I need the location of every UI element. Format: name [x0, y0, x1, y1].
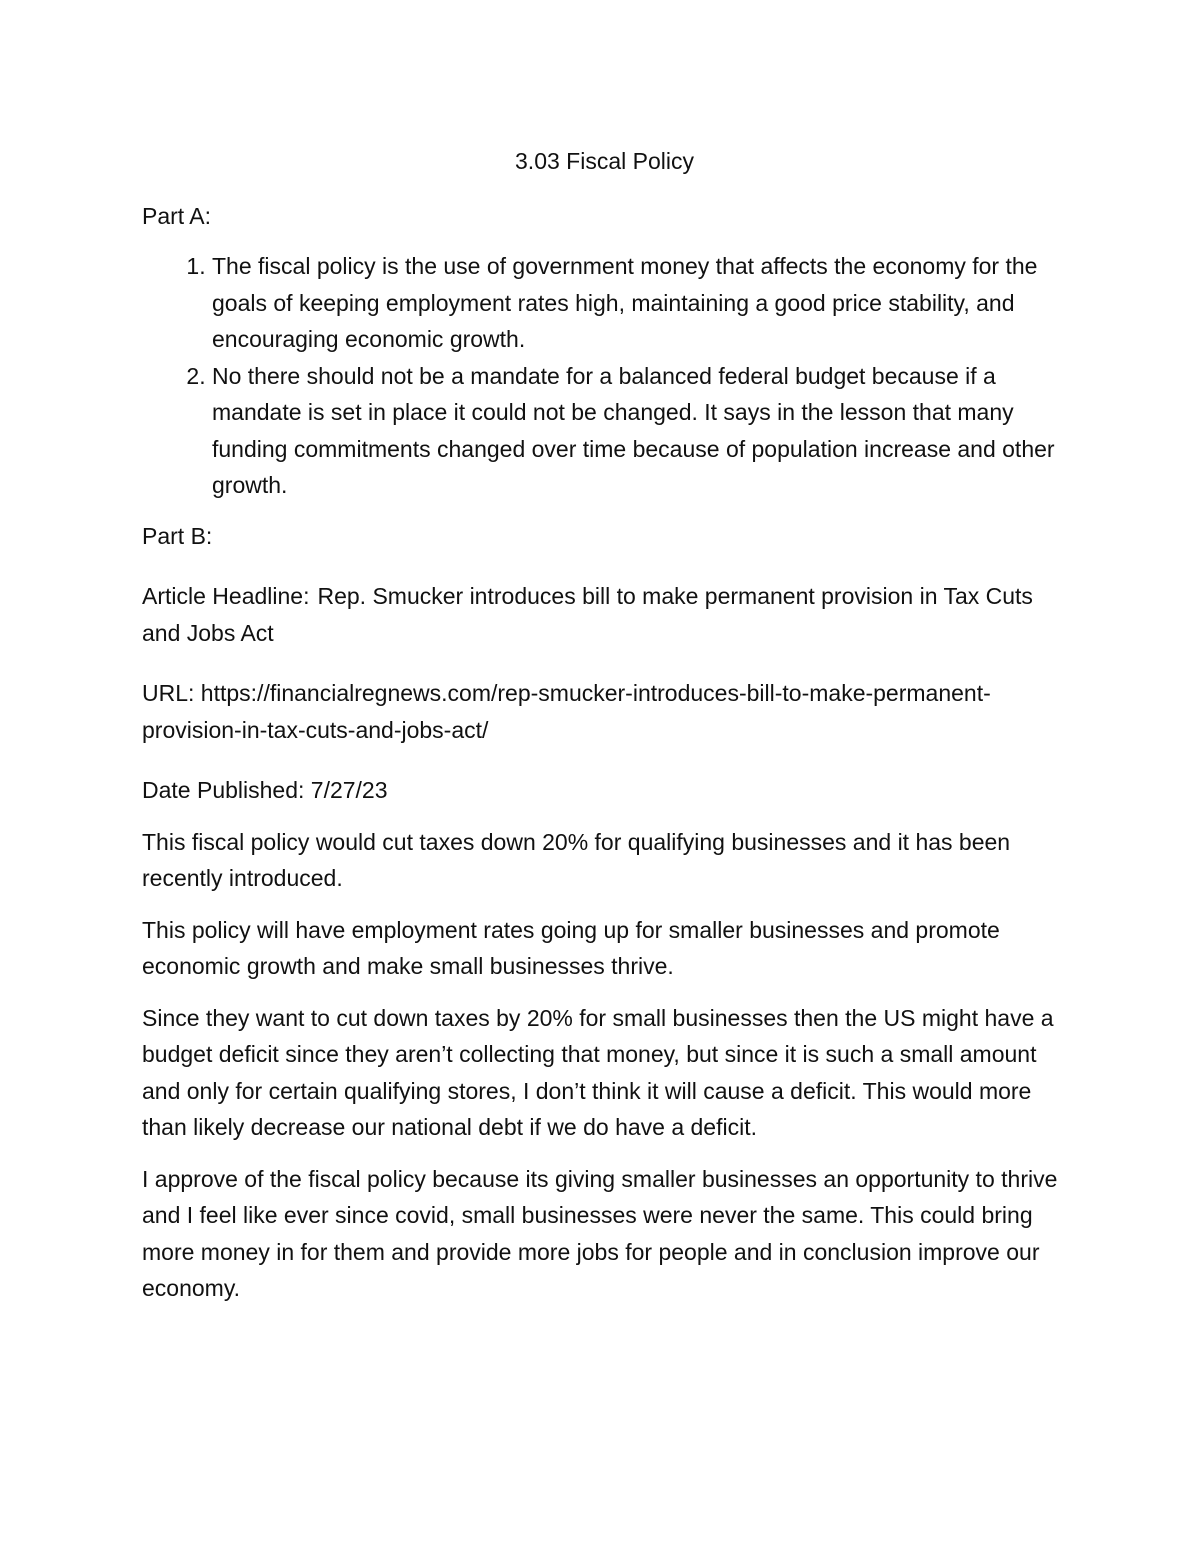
answer-item: 1. The fiscal policy is the use of government money that affects the economy for the goals of keeping employment rates high, maintaining a good price stability, and encouraging economic growth. [212, 248, 1067, 358]
document-body [142, 143, 1067, 1322]
part-a-answers [142, 248, 1067, 504]
url-label: URL: [142, 680, 195, 706]
date-published: 7/27/23 [310, 777, 388, 803]
article-headline-label: Article Headline: [142, 583, 310, 609]
body-paragraph: This policy will have employment rates going up for smaller businesses and promote economic growth and make small businesses thrive. [142, 916, 1000, 979]
body-paragraph: This fiscal policy would cut taxes down 20% for qualifying businesses and it has been recently introduced. [142, 828, 1011, 891]
date-line [142, 772, 1067, 809]
document-title: 3.03 Fiscal Policy [515, 148, 694, 174]
part-b-label: Part B: [142, 522, 213, 549]
body-paragraph: I approve of the fiscal policy because its giving smaller businesses an opportunity to thrive and I feel like ever since covid, small businesses were never the same. This could bring more money in for them and provide more jobs for people and in conclusion improve our economy. [142, 1165, 1058, 1301]
article-headline: Rep. Smucker introduces bill to make permanent provision in Tax Cuts and Jobs Act [142, 583, 1033, 646]
part-a-label: Part A: [142, 202, 212, 229]
article-headline-line [142, 578, 1067, 651]
body-paragraph: Since they want to cut down taxes by 20% for small businesses then the US might have a budget deficit since they aren’t collecting that money, but since it is such a small amount and only for certain qualifying stores, I don’t think it will cause a deficit. This would more than likely decrease our national debt if we do have a deficit. [142, 1004, 1054, 1140]
date-label: Date Published: [142, 777, 305, 803]
article-url: https://financialregnews.com/rep-smucker-introduces-bill-to-make-permanent-provision-in-tax-cuts-and-jobs-act/ [142, 680, 991, 743]
answer-item: 2. No there should not be a mandate for a balanced federal budget because if a mandate is set in place it could not be changed. It says in the lesson that many funding commitments changed over time because of population increase and other growth. [212, 358, 1067, 504]
url-line [142, 675, 1067, 748]
